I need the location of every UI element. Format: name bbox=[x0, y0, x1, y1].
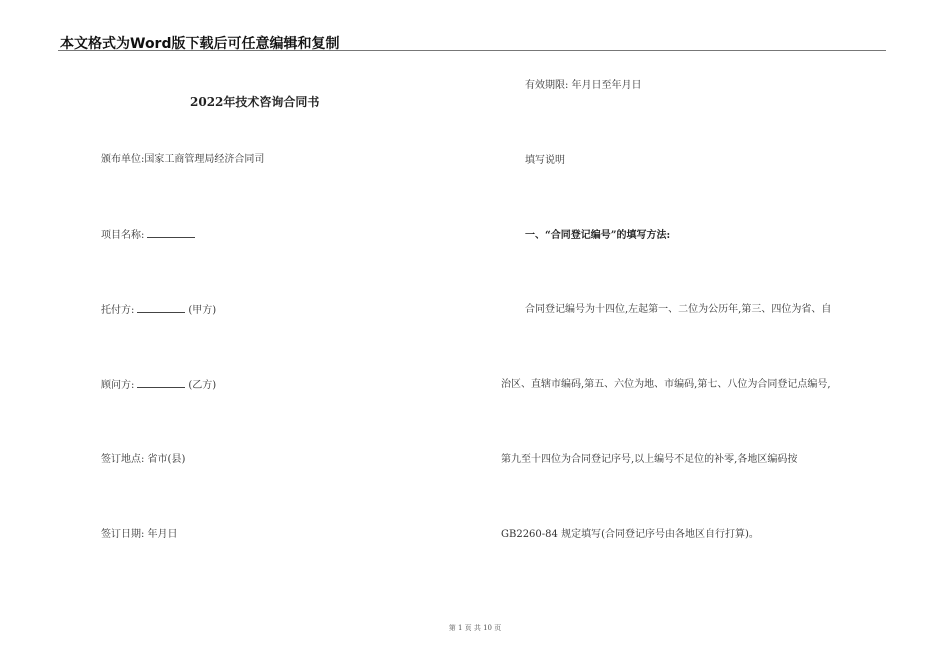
download-notice-banner: 本文格式为Word版下载后可任意编辑和复制 bbox=[60, 36, 340, 52]
issuer-line: 颁布单位:国家工商管理局经济合同司 bbox=[101, 154, 265, 165]
paragraph-line-1: 合同登记编号为十四位,左起第一、二位为公历年,第三、四位为省、自 bbox=[525, 304, 832, 315]
signing-date-line: 签订日期: 年月日 bbox=[101, 529, 178, 540]
header-divider bbox=[58, 50, 886, 51]
consultant-line bbox=[101, 378, 216, 393]
paragraph-line-4: GB2260-84 规定填写(合同登记序号由各地区自行打算)。 bbox=[501, 529, 759, 540]
instructions-heading: 填写说明 bbox=[525, 155, 565, 166]
client-label: 托付方: bbox=[101, 305, 135, 316]
client-blank bbox=[137, 303, 185, 313]
consultant-label: 顾问方: bbox=[101, 380, 135, 391]
consultant-suffix: (乙方) bbox=[188, 380, 217, 391]
project-name-blank bbox=[147, 228, 195, 238]
consultant-blank bbox=[137, 378, 185, 388]
paragraph-line-3: 第九至十四位为合同登记序号,以上编号不足位的补零,各地区编码按 bbox=[501, 454, 798, 465]
client-suffix: (甲方) bbox=[188, 305, 217, 316]
page-number-footer: 第 1 页 共 10 页 bbox=[448, 624, 502, 632]
project-name-label: 项目名称: bbox=[101, 230, 145, 241]
paragraph-line-2: 治区、直辖市编码,第五、六位为地、市编码,第七、八位为合同登记点编号, bbox=[501, 379, 831, 390]
contract-title: 2022年技术咨询合同书 bbox=[190, 95, 320, 109]
project-name-line bbox=[101, 228, 198, 243]
section-one-heading: 一、“合同登记编号”的填写方法: bbox=[525, 230, 671, 241]
validity-line: 有效期限: 年月日至年月日 bbox=[525, 80, 642, 91]
client-line bbox=[101, 303, 216, 318]
signing-place-line: 签订地点: 省市(县) bbox=[101, 454, 186, 465]
